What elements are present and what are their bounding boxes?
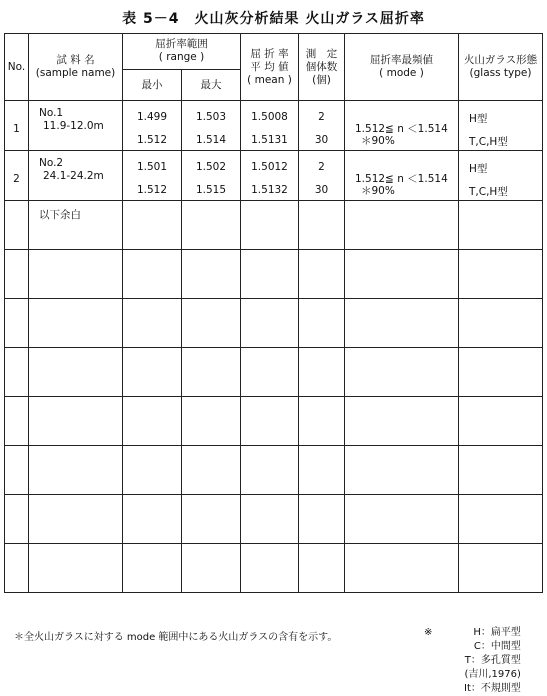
min-value-1: 1.501 <box>136 161 168 173</box>
mode-range: 1.512≦ n ＜1.514 <box>355 123 448 135</box>
table-row <box>5 101 543 151</box>
mean-value-2: 1.5131 <box>251 134 288 146</box>
table-row <box>5 495 543 544</box>
row-no-cell <box>5 151 29 201</box>
header-mode <box>345 34 459 101</box>
max-value-2: 1.515 <box>195 184 227 196</box>
glass-type-1: H型 <box>469 113 488 125</box>
header-sample-jp: 試 料 名 <box>56 54 95 66</box>
header-mode-jp: 屈折率最頻値 <box>370 54 433 66</box>
table-row <box>5 348 543 397</box>
sample-depth: 11.9-12.0m <box>43 120 104 132</box>
header-mean-1: 屈 折 率 <box>250 47 289 60</box>
count-cell <box>299 101 345 151</box>
header-sample-en: (sample name) <box>35 67 116 79</box>
glass-type-2: T,C,H型 <box>469 136 508 148</box>
mean-value-2: 1.5132 <box>251 184 288 196</box>
mean-value-1: 1.5012 <box>251 161 288 173</box>
header-range <box>123 34 241 70</box>
footnote: ＊全火山ガラスに対する mode 範囲中にある火山ガラスの含有を示す。 <box>14 632 338 643</box>
sample-name: No.1 <box>39 107 64 119</box>
count-value-2: 30 <box>314 134 329 146</box>
header-count-2: 個体数 <box>305 60 338 73</box>
mean-cell <box>241 151 299 201</box>
mode-cell <box>345 101 459 151</box>
refractive-index-table <box>4 33 543 593</box>
sample-depth: 24.1-24.2m <box>43 170 104 182</box>
header-max: 最大 <box>182 69 241 100</box>
row-no: 1 <box>13 123 20 135</box>
mode-note: ＊90% <box>361 185 395 197</box>
legend-item: It：不規則型 <box>464 683 521 694</box>
min-value-1: 1.499 <box>136 111 168 123</box>
max-value-1: 1.503 <box>195 111 227 123</box>
table-row <box>5 544 543 593</box>
legend-item: T：多孔質型 <box>464 655 521 666</box>
glass-type-2: T,C,H型 <box>469 186 508 198</box>
sample-name-cell <box>29 151 123 201</box>
legend-item: C：中間型 <box>473 641 521 652</box>
header-mean-3: ( mean ) <box>247 73 292 86</box>
row-no-cell <box>5 101 29 151</box>
legend-item: H：扁平型 <box>473 627 521 638</box>
table-title: 表 5－4 火山灰分析結果 火山ガラス屈折率 <box>122 11 425 27</box>
header-mean-2: 平 均 値 <box>250 60 289 73</box>
count-value-2: 30 <box>314 184 329 196</box>
header-min: 最小 <box>123 69 182 100</box>
max-cell <box>182 101 241 151</box>
table-row <box>5 299 543 348</box>
min-cell <box>123 151 182 201</box>
header-count <box>299 34 345 101</box>
legend-item: (吉川,1976) <box>464 669 521 680</box>
mean-value-1: 1.5008 <box>251 111 288 123</box>
table-row <box>5 151 543 201</box>
legend-mark: ※ <box>424 627 433 638</box>
count-cell <box>299 151 345 201</box>
mode-cell <box>345 151 459 201</box>
remainder-text: 以下余白 <box>39 209 81 221</box>
count-value-1: 2 <box>318 111 325 123</box>
sample-name: No.2 <box>39 157 64 169</box>
glass-type-legend <box>424 626 521 696</box>
table-row <box>5 446 543 495</box>
max-value-2: 1.514 <box>195 134 227 146</box>
header-glass-type <box>459 34 543 101</box>
header-range-jp: 屈折率範囲 <box>155 38 208 51</box>
table-row <box>5 397 543 446</box>
glass-type-cell <box>459 101 543 151</box>
sample-name-cell <box>29 101 123 151</box>
max-cell <box>182 151 241 201</box>
table-row <box>5 250 543 299</box>
count-value-1: 2 <box>318 161 325 173</box>
header-glass-jp: 火山ガラス形態 <box>463 54 538 66</box>
mode-note: ＊90% <box>361 135 395 147</box>
mean-cell <box>241 101 299 151</box>
row-no: 2 <box>13 173 20 185</box>
header-glass-en: (glass type) <box>469 67 532 79</box>
mode-range: 1.512≦ n ＜1.514 <box>355 173 448 185</box>
header-count-1: 測 定 <box>305 47 338 60</box>
header-count-3: (個) <box>312 73 331 86</box>
min-value-2: 1.512 <box>136 134 168 146</box>
header-mean <box>241 34 299 101</box>
max-value-1: 1.502 <box>195 161 227 173</box>
header-no: No. <box>5 34 29 101</box>
header-sample-name <box>29 34 123 101</box>
glass-type-1: H型 <box>469 163 488 175</box>
min-value-2: 1.512 <box>136 184 168 196</box>
glass-type-cell <box>459 151 543 201</box>
header-mode-en: ( mode ) <box>379 67 424 79</box>
header-range-en: ( range ) <box>158 51 205 64</box>
min-cell <box>123 101 182 151</box>
table-row <box>5 201 543 250</box>
